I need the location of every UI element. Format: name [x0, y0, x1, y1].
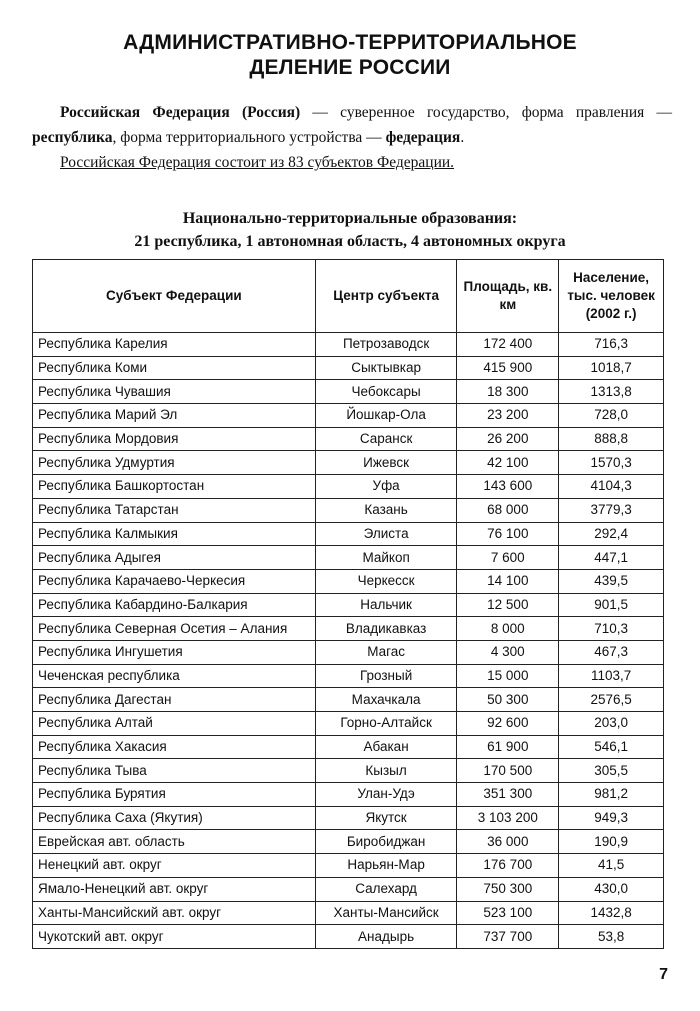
cell-area: 36 000 [457, 830, 559, 854]
cell-population: 2576,5 [559, 688, 664, 712]
cell-area: 172 400 [457, 333, 559, 357]
cell-population: 447,1 [559, 546, 664, 570]
cell-area: 176 700 [457, 854, 559, 878]
cell-area: 4 300 [457, 640, 559, 664]
regions-table [32, 259, 664, 949]
cell-center: Владикавказ [315, 617, 457, 641]
cell-population: 305,5 [559, 759, 664, 783]
intro-bold-russia: Российская Федерация (Россия) [60, 104, 301, 121]
cell-population: 949,3 [559, 806, 664, 830]
cell-subject: Ненецкий авт. округ [33, 854, 316, 878]
cell-area: 3 103 200 [457, 806, 559, 830]
cell-subject: Республика Башкортостан [33, 475, 316, 499]
cell-area: 26 200 [457, 427, 559, 451]
table-row [33, 498, 664, 522]
cell-population: 1432,8 [559, 901, 664, 925]
table-row [33, 830, 664, 854]
cell-area: 14 100 [457, 569, 559, 593]
cell-center: Биробиджан [315, 830, 457, 854]
table-header-row [33, 260, 664, 333]
cell-center: Кызыл [315, 759, 457, 783]
cell-area: 143 600 [457, 475, 559, 499]
cell-center: Петрозаводск [315, 333, 457, 357]
cell-subject: Республика Карачаево-Черкесия [33, 569, 316, 593]
cell-area: 50 300 [457, 688, 559, 712]
cell-population: 190,9 [559, 830, 664, 854]
cell-subject: Республика Бурятия [33, 783, 316, 807]
cell-area: 750 300 [457, 877, 559, 901]
page-title-line-2: ДЕЛЕНИЕ РОССИИ [249, 56, 451, 79]
cell-subject: Чукотский авт. округ [33, 925, 316, 949]
cell-center: Анадырь [315, 925, 457, 949]
header-subject: Субъект Федерации [33, 260, 316, 333]
page-title [0, 30, 700, 80]
cell-population: 53,8 [559, 925, 664, 949]
cell-subject: Республика Марий Эл [33, 404, 316, 428]
table-row [33, 475, 664, 499]
cell-center: Элиста [315, 522, 457, 546]
cell-subject: Республика Ингушетия [33, 640, 316, 664]
cell-center: Майкоп [315, 546, 457, 570]
cell-center: Грозный [315, 664, 457, 688]
table-title-line-2: 21 республика, 1 автономная область, 4 автономных округа [134, 233, 566, 250]
cell-population: 1313,8 [559, 380, 664, 404]
cell-subject: Республика Алтай [33, 712, 316, 736]
table-row [33, 451, 664, 475]
cell-center: Нальчик [315, 593, 457, 617]
cell-population: 716,3 [559, 333, 664, 357]
cell-population: 1103,7 [559, 664, 664, 688]
table-row [33, 712, 664, 736]
cell-population: 981,2 [559, 783, 664, 807]
intro-bold-federation: федерация [385, 129, 461, 146]
cell-population: 888,8 [559, 427, 664, 451]
cell-subject: Республика Калмыкия [33, 522, 316, 546]
page-number: 7 [659, 966, 668, 983]
cell-center: Сыктывкар [315, 356, 457, 380]
table-row [33, 783, 664, 807]
cell-subject: Еврейская авт. область [33, 830, 316, 854]
cell-subject: Республика Кабардино-Балкария [33, 593, 316, 617]
table-title-line-1: Национально-территориальные образования: [182, 210, 518, 227]
cell-area: 8 000 [457, 617, 559, 641]
cell-center: Нарьян-Мар [315, 854, 457, 878]
cell-population: 467,3 [559, 640, 664, 664]
header-population: Население, тыс. человек (2002 г.) [559, 260, 664, 333]
cell-subject: Республика Татарстан [33, 498, 316, 522]
cell-center: Магас [315, 640, 457, 664]
cell-center: Уфа [315, 475, 457, 499]
cell-center: Ханты-Мансийск [315, 901, 457, 925]
cell-center: Махачкала [315, 688, 457, 712]
cell-area: 92 600 [457, 712, 559, 736]
cell-center: Черкесск [315, 569, 457, 593]
cell-population: 203,0 [559, 712, 664, 736]
cell-subject: Республика Хакасия [33, 735, 316, 759]
table-row [33, 806, 664, 830]
cell-subject: Республика Мордовия [33, 427, 316, 451]
cell-population: 710,3 [559, 617, 664, 641]
intro-text-3: . [460, 129, 465, 146]
cell-area: 415 900 [457, 356, 559, 380]
cell-center: Абакан [315, 735, 457, 759]
table-row [33, 688, 664, 712]
cell-population: 3779,3 [559, 498, 664, 522]
table-row [33, 854, 664, 878]
cell-subject: Республика Северная Осетия – Алания [33, 617, 316, 641]
cell-subject: Ханты-Мансийский авт. округ [33, 901, 316, 925]
cell-area: 12 500 [457, 593, 559, 617]
cell-subject: Чеченская республика [33, 664, 316, 688]
cell-area: 18 300 [457, 380, 559, 404]
cell-center: Салехард [315, 877, 457, 901]
cell-area: 523 100 [457, 901, 559, 925]
intro-paragraph-1 [32, 100, 672, 150]
table-row [33, 759, 664, 783]
cell-population: 4104,3 [559, 475, 664, 499]
intro-paragraph-2 [32, 150, 672, 175]
table-row [33, 901, 664, 925]
table-body [33, 333, 664, 949]
cell-area: 15 000 [457, 664, 559, 688]
table-row [33, 617, 664, 641]
intro-text-1: — суверенное государство, форма правления — [300, 104, 672, 121]
cell-center: Якутск [315, 806, 457, 830]
table-row [33, 546, 664, 570]
cell-center: Йошкар-Ола [315, 404, 457, 428]
table-row [33, 356, 664, 380]
intro-text [32, 100, 672, 175]
cell-center: Чебоксары [315, 380, 457, 404]
cell-subject: Республика Дагестан [33, 688, 316, 712]
table-row [33, 664, 664, 688]
table-row [33, 593, 664, 617]
cell-subject: Республика Чувашия [33, 380, 316, 404]
cell-subject: Республика Карелия [33, 333, 316, 357]
table-row [33, 427, 664, 451]
cell-subject: Ямало-Ненецкий авт. округ [33, 877, 316, 901]
table-row [33, 640, 664, 664]
cell-population: 439,5 [559, 569, 664, 593]
intro-subjects-count: Российская Федерация состоит из 83 субъектов Федерации. [60, 154, 455, 171]
cell-subject: Республика Коми [33, 356, 316, 380]
cell-area: 68 000 [457, 498, 559, 522]
cell-area: 76 100 [457, 522, 559, 546]
cell-center: Улан-Удэ [315, 783, 457, 807]
cell-population: 1018,7 [559, 356, 664, 380]
cell-subject: Республика Саха (Якутия) [33, 806, 316, 830]
header-center: Центр субъекта [315, 260, 457, 333]
table-row [33, 735, 664, 759]
cell-population: 1570,3 [559, 451, 664, 475]
intro-bold-republic: республика [32, 129, 113, 146]
cell-population: 546,1 [559, 735, 664, 759]
cell-population: 292,4 [559, 522, 664, 546]
cell-area: 170 500 [457, 759, 559, 783]
cell-population: 41,5 [559, 854, 664, 878]
header-area: Площадь, кв. км [457, 260, 559, 333]
table-row [33, 925, 664, 949]
table-row [33, 404, 664, 428]
intro-text-2: , форма территориального устройства — [112, 129, 386, 146]
table-row [33, 877, 664, 901]
cell-area: 351 300 [457, 783, 559, 807]
table-row [33, 333, 664, 357]
cell-area: 23 200 [457, 404, 559, 428]
table-title [0, 207, 700, 253]
cell-population: 728,0 [559, 404, 664, 428]
cell-subject: Республика Адыгея [33, 546, 316, 570]
table-row [33, 522, 664, 546]
cell-area: 61 900 [457, 735, 559, 759]
cell-area: 737 700 [457, 925, 559, 949]
cell-population: 430,0 [559, 877, 664, 901]
cell-center: Ижевск [315, 451, 457, 475]
table-row [33, 569, 664, 593]
cell-area: 7 600 [457, 546, 559, 570]
cell-center: Саранск [315, 427, 457, 451]
cell-area: 42 100 [457, 451, 559, 475]
cell-subject: Республика Тыва [33, 759, 316, 783]
cell-population: 901,5 [559, 593, 664, 617]
table-row [33, 380, 664, 404]
cell-center: Горно-Алтайск [315, 712, 457, 736]
cell-subject: Республика Удмуртия [33, 451, 316, 475]
cell-center: Казань [315, 498, 457, 522]
page-title-line-1: АДМИНИСТРАТИВНО-ТЕРРИТОРИАЛЬНОЕ [123, 31, 577, 54]
